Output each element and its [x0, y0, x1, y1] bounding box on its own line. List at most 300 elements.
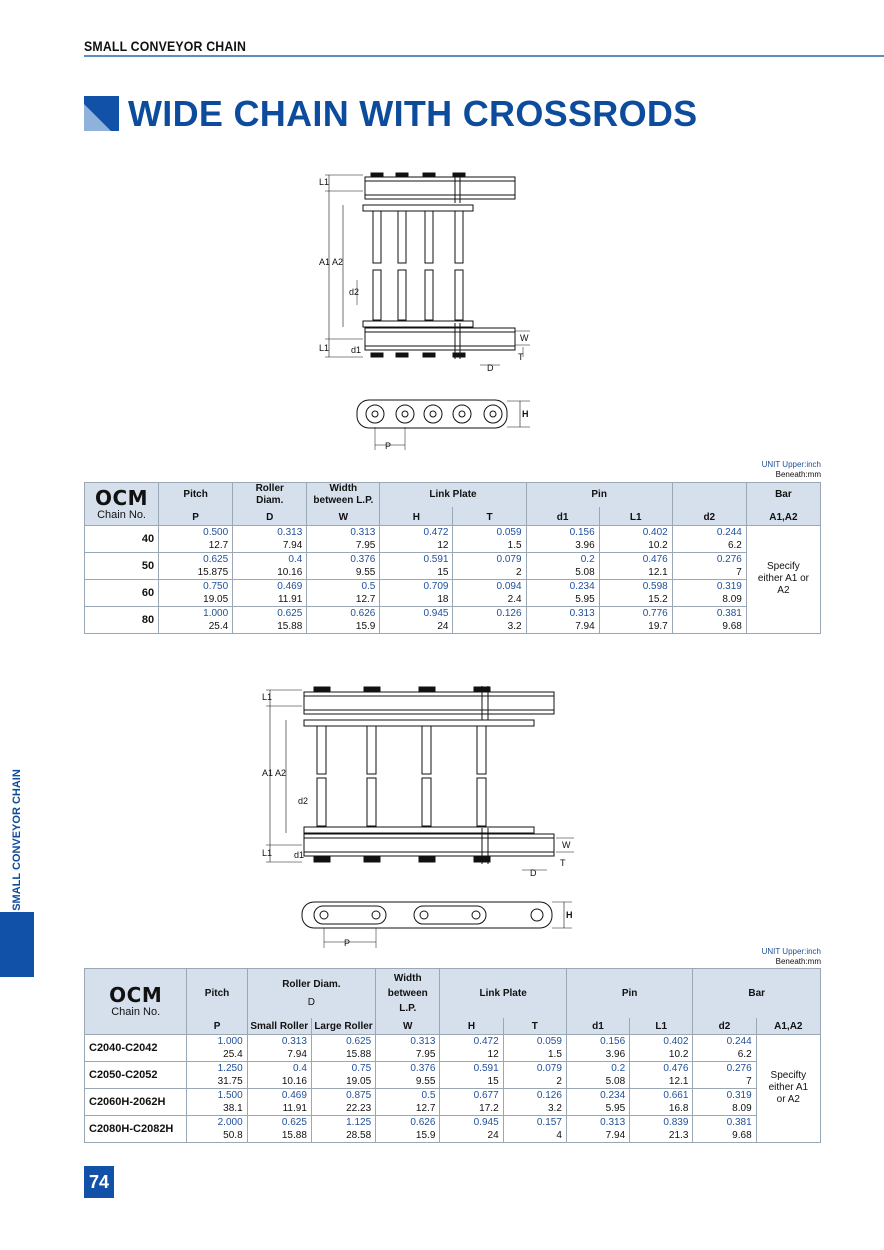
inch-value: 0.5 [361, 580, 376, 592]
inch-value: 0.313 [281, 1035, 307, 1047]
title-mark-icon [84, 96, 119, 131]
inch-value: 0.126 [496, 607, 522, 619]
inch-value: 0.079 [536, 1062, 562, 1074]
mm-value: 7.95 [355, 539, 376, 551]
inch-value: 0.598 [642, 580, 668, 592]
inch-value: 0.157 [536, 1116, 562, 1128]
value-cell [159, 606, 233, 633]
header-width: Width between L.P. [307, 483, 380, 508]
mm-value: 16.8 [668, 1102, 689, 1114]
inch-value: 0.945 [423, 607, 449, 619]
header2-chain-no [85, 969, 187, 1035]
inch-value: 0.234 [569, 580, 595, 592]
inch-value: 0.244 [716, 526, 742, 538]
sub2-t: T [503, 1018, 566, 1034]
mm-value: 11.91 [277, 593, 303, 605]
inch-value: 0.094 [496, 580, 522, 592]
mm-value: 25.4 [223, 1048, 243, 1060]
chain-number: 60 [85, 579, 159, 606]
unit-note-2 [762, 947, 821, 967]
value-cell [453, 525, 526, 552]
dim-label-a1a2: A1 A2 [319, 257, 344, 267]
mm-value: 15.875 [197, 566, 229, 578]
sub2-large: Large Roller [311, 1018, 375, 1034]
dim2-label-d2: d2 [298, 796, 309, 806]
mm-value: 22.23 [346, 1102, 372, 1114]
mm-value: 10.2 [648, 539, 668, 551]
value-cell [503, 1061, 566, 1088]
value-cell [672, 525, 746, 552]
header2-roller-d: D [307, 996, 315, 1008]
dim2-label-w: W [562, 840, 571, 850]
inch-value: 0.945 [473, 1116, 499, 1128]
inch-value: 0.750 [203, 580, 229, 592]
mm-value: 5.95 [605, 1102, 626, 1114]
sub-d: D [233, 507, 307, 525]
inch-value: 0.376 [350, 553, 376, 565]
value-cell [233, 579, 307, 606]
mm-value: 7 [746, 1075, 752, 1087]
inch-value: 1.000 [217, 1035, 243, 1047]
value-cell [247, 1034, 311, 1061]
page-title: WIDE CHAIN WITH CROSSRODS [128, 93, 698, 134]
inch-value: 0.059 [536, 1035, 562, 1047]
chain-number: C2080H-C2082H [85, 1115, 187, 1142]
value-cell [440, 1034, 503, 1061]
mm-value: 2 [556, 1075, 562, 1087]
value-cell [566, 1061, 629, 1088]
inch-value: 0.839 [663, 1116, 689, 1128]
mm-value: 9.55 [355, 566, 376, 578]
table-row [85, 1061, 821, 1088]
mm-value: 12.1 [668, 1075, 689, 1087]
unit-note-upper: UNIT Upper:inch [761, 460, 821, 469]
header2-roller [247, 969, 376, 1019]
value-cell [376, 1034, 440, 1061]
inch-value: 0.476 [663, 1062, 689, 1074]
inch-value: 0.313 [277, 526, 303, 538]
mm-value: 2.4 [507, 593, 522, 605]
value-cell [233, 525, 307, 552]
mm-value: 15.9 [355, 620, 376, 632]
side-tab-label: SMALL CONVEYOR CHAIN [11, 769, 23, 911]
value-cell [599, 606, 672, 633]
mm-value: 3.96 [605, 1048, 626, 1060]
dim-label-h: H [522, 409, 529, 419]
value-cell [630, 1034, 693, 1061]
mm-value: 2 [516, 566, 522, 578]
value-cell [307, 525, 380, 552]
inch-value: 0.591 [473, 1062, 499, 1074]
sub2-d2: d2 [693, 1018, 756, 1034]
value-cell [233, 552, 307, 579]
chain-no-label-2: Chain No. [111, 1006, 161, 1019]
mm-value: 21.3 [668, 1129, 689, 1141]
value-cell [380, 579, 453, 606]
value-cell [311, 1115, 375, 1142]
ocm-logo-2: OCM [109, 983, 163, 1008]
value-cell [526, 606, 599, 633]
header-chain-no [85, 483, 159, 526]
mm-value: 8.09 [732, 1102, 752, 1114]
mm-value: 12.1 [648, 566, 668, 578]
value-cell [440, 1061, 503, 1088]
header-bar: Bar [746, 483, 820, 508]
value-cell [247, 1115, 311, 1142]
sub2-a: A1,A2 [756, 1018, 820, 1034]
mm-value: 19.7 [648, 620, 668, 632]
value-cell [307, 606, 380, 633]
mm-value: 8.09 [722, 593, 742, 605]
value-cell [187, 1061, 247, 1088]
value-cell [526, 552, 599, 579]
mm-value: 5.08 [605, 1075, 626, 1087]
inch-value: 0.276 [716, 553, 742, 565]
value-cell [672, 552, 746, 579]
mm-value: 50.8 [223, 1129, 243, 1141]
dim2-label-p: P [344, 938, 351, 948]
sub-d2: d2 [672, 507, 746, 525]
value-cell [187, 1034, 247, 1061]
value-cell [187, 1115, 247, 1142]
inch-value: 0.2 [580, 553, 595, 565]
inch-value: 0.500 [203, 526, 229, 538]
inch-value: 0.126 [536, 1089, 562, 1101]
value-cell [672, 579, 746, 606]
dim2-label-h: H [566, 910, 573, 920]
mm-value: 10.16 [277, 566, 303, 578]
inch-value: 0.319 [716, 580, 742, 592]
value-cell [630, 1061, 693, 1088]
value-cell [503, 1034, 566, 1061]
value-cell [307, 552, 380, 579]
value-cell [453, 552, 526, 579]
value-cell [693, 1034, 756, 1061]
value-cell [307, 579, 380, 606]
sub2-p: P [187, 1018, 247, 1034]
unit-note-1 [762, 460, 821, 480]
mm-value: 38.1 [223, 1102, 243, 1114]
inch-value: 0.381 [726, 1116, 752, 1128]
mm-value: 10.16 [281, 1075, 307, 1087]
chain-diagram-standard [315, 165, 540, 455]
inch-value: 0.661 [663, 1089, 689, 1101]
inch-value: 0.079 [496, 553, 522, 565]
sub2-w: W [376, 1018, 440, 1034]
sub-p: P [159, 507, 233, 525]
dim2-label-l1-top: L1 [262, 692, 273, 702]
mm-value: 1.5 [507, 539, 522, 551]
bar-note: Specifty either A1 or A2 [756, 1034, 820, 1142]
mm-value: 12.7 [208, 539, 229, 551]
mm-value: 12.7 [355, 593, 376, 605]
dim2-label-t: T [560, 858, 566, 868]
inch-value: 0.402 [663, 1035, 689, 1047]
chain-number: 80 [85, 606, 159, 633]
inch-value: 1.000 [203, 607, 229, 619]
mm-value: 18 [437, 593, 449, 605]
inch-value: 0.2 [611, 1062, 626, 1074]
mm-value: 1.5 [547, 1048, 562, 1060]
dim-label-d2: d2 [349, 287, 360, 297]
header-pin: Pin [526, 483, 672, 508]
inch-value: 0.625 [203, 553, 229, 565]
mm-value: 7.94 [287, 1048, 307, 1060]
header-roller: Roller Diam. [233, 483, 307, 508]
mm-value: 10.2 [668, 1048, 689, 1060]
mm-value: 15 [487, 1075, 499, 1087]
dim-label-w: W [520, 333, 529, 343]
mm-value: 28.58 [346, 1129, 372, 1141]
value-cell [159, 579, 233, 606]
inch-value: 0.059 [496, 526, 522, 538]
inch-value: 0.234 [600, 1089, 626, 1101]
value-cell [693, 1088, 756, 1115]
sub2-h: H [440, 1018, 503, 1034]
section-header: SMALL CONVEYOR CHAIN [84, 38, 247, 54]
dim-label-d1: d1 [351, 345, 362, 355]
value-cell [672, 606, 746, 633]
mm-value: 24 [487, 1129, 499, 1141]
mm-value: 9.55 [415, 1075, 436, 1087]
dim2-label-d1: d1 [294, 850, 305, 860]
value-cell [693, 1115, 756, 1142]
mm-value: 15.88 [277, 620, 303, 632]
value-cell [247, 1061, 311, 1088]
inch-value: 0.313 [600, 1116, 626, 1128]
mm-value: 12 [487, 1048, 499, 1060]
mm-value: 6.2 [727, 539, 742, 551]
value-cell [566, 1115, 629, 1142]
value-cell [311, 1088, 375, 1115]
sub-d1: d1 [526, 507, 599, 525]
dim-label-p: P [385, 441, 392, 451]
sub2-d1: d1 [566, 1018, 629, 1034]
mm-value: 7 [736, 566, 742, 578]
inch-value: 1.125 [346, 1116, 372, 1128]
mm-value: 7.95 [415, 1048, 436, 1060]
inch-value: 0.626 [410, 1116, 436, 1128]
chain-diagram-double-pitch [262, 680, 582, 950]
mm-value: 12.7 [415, 1102, 436, 1114]
value-cell [453, 579, 526, 606]
header-blank [672, 483, 746, 508]
inch-value: 0.625 [346, 1035, 372, 1047]
table-row [85, 525, 821, 552]
value-cell [376, 1061, 440, 1088]
value-cell [380, 525, 453, 552]
value-cell [440, 1115, 503, 1142]
sub2-small: Small Roller [247, 1018, 311, 1034]
value-cell [526, 525, 599, 552]
value-cell [453, 606, 526, 633]
value-cell [503, 1115, 566, 1142]
inch-value: 0.376 [410, 1062, 436, 1074]
sub-h: H [380, 507, 453, 525]
value-cell [566, 1034, 629, 1061]
inch-value: 0.625 [277, 607, 303, 619]
value-cell [503, 1088, 566, 1115]
table-row [85, 1115, 821, 1142]
side-tab [0, 912, 34, 977]
inch-value: 0.75 [351, 1062, 372, 1074]
inch-value: 0.244 [726, 1035, 752, 1047]
dim2-label-a1a2: A1 A2 [262, 768, 287, 778]
inch-value: 0.156 [569, 526, 595, 538]
inch-value: 0.776 [642, 607, 668, 619]
dim2-label-l1-bottom: L1 [262, 848, 273, 858]
dim-label-l1-top: L1 [319, 177, 330, 187]
value-cell [311, 1034, 375, 1061]
inch-value: 0.625 [281, 1116, 307, 1128]
mm-value: 15.2 [648, 593, 668, 605]
inch-value: 0.4 [292, 1062, 307, 1074]
sub-w: W [307, 507, 380, 525]
inch-value: 0.402 [642, 526, 668, 538]
chain-number: 40 [85, 525, 159, 552]
header-pitch: Pitch [159, 483, 233, 508]
inch-value: 0.469 [281, 1089, 307, 1101]
inch-value: 0.472 [473, 1035, 499, 1047]
inch-value: 0.313 [350, 526, 376, 538]
inch-value: 1.250 [217, 1062, 243, 1074]
header2-bar: Bar [693, 969, 821, 1019]
chain-number: C2040-C2042 [85, 1034, 187, 1061]
value-cell [311, 1061, 375, 1088]
mm-value: 12 [437, 539, 449, 551]
inch-value: 0.677 [473, 1089, 499, 1101]
value-cell [380, 552, 453, 579]
mm-value: 7.94 [605, 1129, 626, 1141]
sub2-l1: L1 [630, 1018, 693, 1034]
mm-value: 6.2 [737, 1048, 752, 1060]
inch-value: 0.4 [288, 553, 303, 565]
value-cell [187, 1088, 247, 1115]
header2-pitch: Pitch [187, 969, 247, 1019]
value-cell [380, 606, 453, 633]
mm-value: 11.91 [282, 1102, 307, 1114]
value-cell [599, 525, 672, 552]
sub-t: T [453, 507, 526, 525]
value-cell [630, 1088, 693, 1115]
page-number: 74 [84, 1166, 114, 1198]
mm-value: 9.68 [732, 1129, 752, 1141]
mm-value: 19.05 [203, 593, 229, 605]
value-cell [233, 606, 307, 633]
mm-value: 7.94 [575, 620, 595, 632]
inch-value: 0.276 [726, 1062, 752, 1074]
value-cell [630, 1115, 693, 1142]
mm-value: 31.75 [217, 1075, 243, 1087]
spec-table-standard [84, 482, 821, 634]
mm-value: 4 [556, 1129, 562, 1141]
chain-no-label: Chain No. [97, 508, 146, 521]
unit-note-lower-2: Beneath:mm [775, 957, 821, 966]
inch-value: 0.472 [423, 526, 449, 538]
table-row [85, 552, 821, 579]
unit-note-lower: Beneath:mm [775, 470, 821, 479]
mm-value: 17.2 [479, 1102, 499, 1114]
value-cell [566, 1088, 629, 1115]
mm-value: 19.05 [346, 1075, 372, 1087]
inch-value: 0.875 [346, 1089, 372, 1101]
header2-link-plate: Link Plate [440, 969, 567, 1019]
mm-value: 15.88 [346, 1048, 372, 1060]
inch-value: 0.381 [716, 607, 742, 619]
chain-number: C2060H-2062H [85, 1088, 187, 1115]
header2-width: Width between L.P. [376, 969, 440, 1019]
table-row [85, 1088, 821, 1115]
dim-label-t: T [518, 352, 524, 362]
mm-value: 24 [437, 620, 449, 632]
value-cell [693, 1061, 756, 1088]
value-cell [599, 552, 672, 579]
mm-value: 3.2 [507, 620, 522, 632]
inch-value: 0.626 [350, 607, 376, 619]
value-cell [159, 552, 233, 579]
mm-value: 7.94 [282, 539, 303, 551]
inch-value: 0.319 [726, 1089, 752, 1101]
chain-number: C2050-C2052 [85, 1061, 187, 1088]
inch-value: 0.156 [600, 1035, 626, 1047]
dim2-label-d: D [530, 868, 537, 878]
header2-pin: Pin [566, 969, 693, 1019]
chain-number: 50 [85, 552, 159, 579]
value-cell [159, 525, 233, 552]
mm-value: 25.4 [208, 620, 229, 632]
bar-note: Specify either A1 or A2 [746, 525, 820, 633]
table-row [85, 1034, 821, 1061]
inch-value: 0.476 [642, 553, 668, 565]
header-link-plate: Link Plate [380, 483, 526, 508]
header-rule [84, 55, 884, 57]
inch-value: 1.500 [217, 1089, 243, 1101]
inch-value: 0.709 [423, 580, 449, 592]
ocm-logo: OCM [95, 485, 149, 510]
mm-value: 15.88 [281, 1129, 307, 1141]
table-row [85, 579, 821, 606]
mm-value: 15 [437, 566, 449, 578]
value-cell [247, 1088, 311, 1115]
spec-table-double-pitch [84, 968, 821, 1143]
value-cell [376, 1115, 440, 1142]
inch-value: 0.313 [410, 1035, 436, 1047]
unit-note-upper-2: UNIT Upper:inch [761, 947, 821, 956]
inch-value: 2.000 [217, 1116, 243, 1128]
mm-value: 9.68 [722, 620, 742, 632]
sub-a: A1,A2 [746, 507, 820, 525]
mm-value: 3.2 [547, 1102, 562, 1114]
side-tab-text [4, 770, 30, 910]
mm-value: 5.08 [575, 566, 595, 578]
inch-value: 0.313 [569, 607, 595, 619]
header2-roller-label: Roller Diam. [282, 978, 341, 990]
value-cell [376, 1088, 440, 1115]
mm-value: 5.95 [575, 593, 595, 605]
value-cell [526, 579, 599, 606]
dim-label-d: D [487, 363, 494, 373]
dim-label-l1-bottom: L1 [319, 343, 330, 353]
inch-value: 0.5 [421, 1089, 436, 1101]
inch-value: 0.469 [277, 580, 303, 592]
value-cell [599, 579, 672, 606]
mm-value: 15.9 [415, 1129, 436, 1141]
inch-value: 0.591 [423, 553, 449, 565]
sub-l1: L1 [599, 507, 672, 525]
mm-value: 3.96 [575, 539, 595, 551]
value-cell [440, 1088, 503, 1115]
table-row [85, 606, 821, 633]
